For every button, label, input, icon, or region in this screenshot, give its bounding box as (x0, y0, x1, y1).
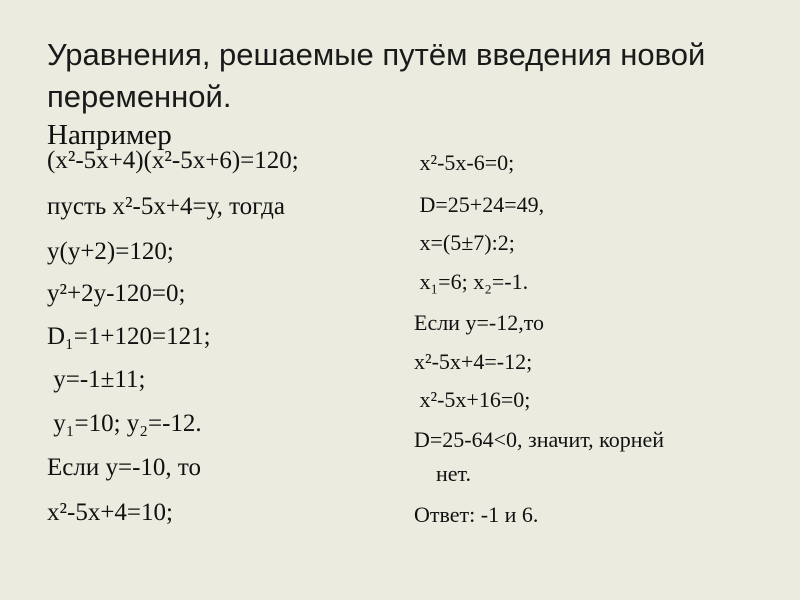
left-line-4: у²+2у-120=0; (47, 280, 186, 307)
right-line-2: D=25+24=49, (414, 192, 545, 217)
right-line-9: нет. (414, 461, 471, 486)
slide-subtitle: Например (47, 119, 172, 151)
left-line-8: Если у=-10, то (47, 454, 201, 481)
left-line-6: у=-1±11; (47, 366, 146, 393)
slide-title (47, 34, 767, 118)
right-line-3: х=(5±7):2; (414, 230, 515, 255)
left-line-5: D₁=1+120=121; (47, 323, 211, 350)
right-line-6: х²-5х+4=-12; (414, 349, 533, 374)
right-line-10: Ответ: -1 и 6. (414, 502, 539, 527)
right-line-7: х²-5х+16=0; (414, 387, 531, 412)
left-line-9: х²-5х+4=10; (47, 499, 173, 526)
right-line-8: D=25-64<0, значит, корней (414, 427, 665, 452)
right-line-4: х₁=6; х₂=-1. (414, 269, 529, 294)
right-line-5: Если у=-12,то (414, 310, 545, 335)
right-line-1: х²-5х-6=0; (414, 150, 515, 175)
left-line-2: пусть х²-5х+4=у, тогда (47, 193, 285, 220)
title-line-1: Уравнения, решаемые путём введения новой (47, 37, 706, 72)
left-line-1: (х²-5х+4)(х²-5х+6)=120; (47, 147, 299, 174)
left-line-7: у₁=10; у₂=-12. (47, 410, 202, 437)
title-line-2: переменной. (47, 79, 232, 114)
left-line-3: у(у+2)=120; (47, 238, 174, 265)
